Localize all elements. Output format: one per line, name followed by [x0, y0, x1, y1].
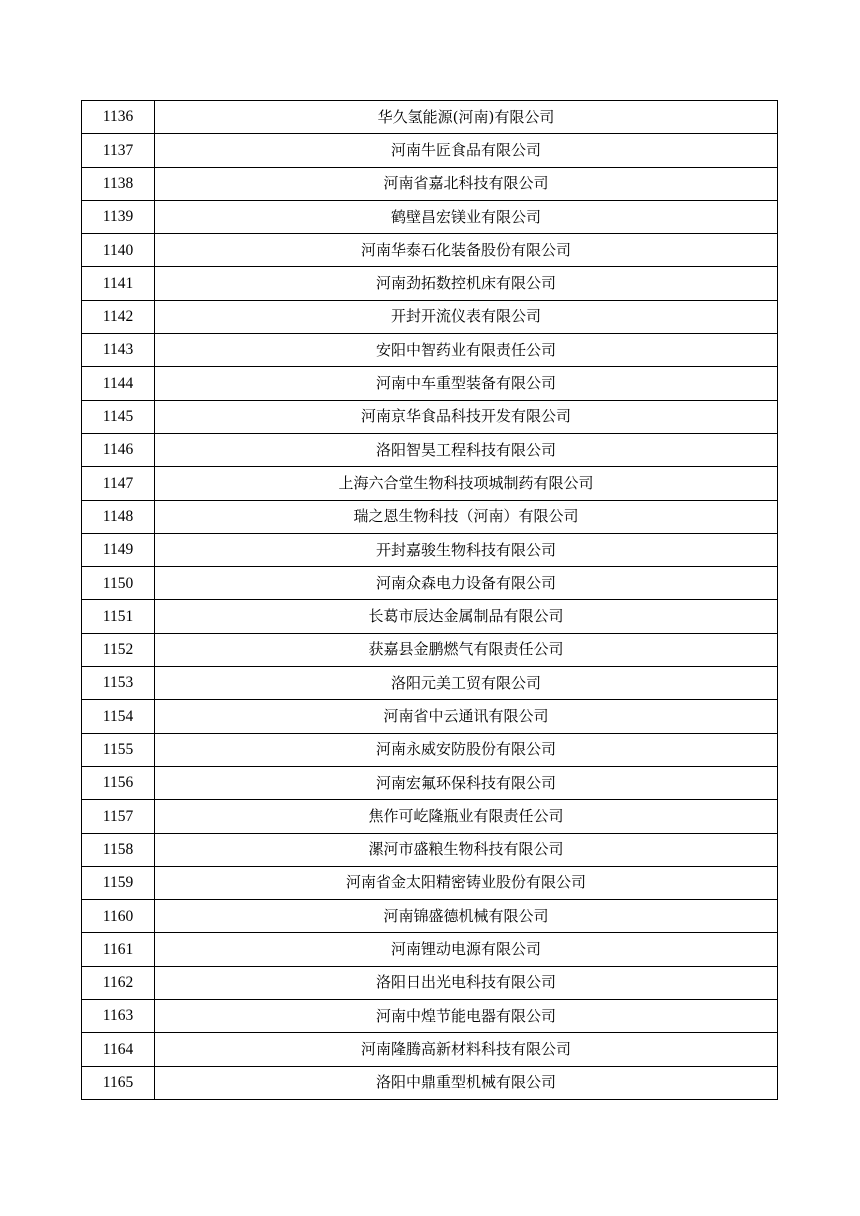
company-list-body	[82, 101, 778, 1100]
row-number: 1158	[82, 833, 155, 866]
company-name: 焦作可屹隆瓶业有限责任公司	[155, 800, 778, 833]
table-row	[82, 334, 778, 367]
table-row	[82, 134, 778, 167]
table-row	[82, 367, 778, 400]
table-row	[82, 633, 778, 666]
company-name: 河南宏氟环保科技有限公司	[155, 766, 778, 799]
company-name: 上海六合堂生物科技项城制药有限公司	[155, 467, 778, 500]
row-number: 1163	[82, 1000, 155, 1033]
row-number: 1136	[82, 101, 155, 134]
table-row	[82, 766, 778, 799]
company-name: 洛阳元美工贸有限公司	[155, 667, 778, 700]
table-row	[82, 966, 778, 999]
company-name: 河南华泰石化装备股份有限公司	[155, 234, 778, 267]
table-row	[82, 600, 778, 633]
row-number: 1160	[82, 900, 155, 933]
company-name: 获嘉县金鹏燃气有限责任公司	[155, 633, 778, 666]
row-number: 1150	[82, 567, 155, 600]
company-name: 河南省中云通讯有限公司	[155, 700, 778, 733]
table-row	[82, 267, 778, 300]
table-row	[82, 433, 778, 466]
company-name: 河南省嘉北科技有限公司	[155, 167, 778, 200]
row-number: 1147	[82, 467, 155, 500]
company-name: 洛阳中鼎重型机械有限公司	[155, 1066, 778, 1099]
table-row	[82, 500, 778, 533]
row-number: 1149	[82, 533, 155, 566]
row-number: 1144	[82, 367, 155, 400]
row-number: 1140	[82, 234, 155, 267]
row-number: 1153	[82, 667, 155, 700]
table-row	[82, 234, 778, 267]
row-number: 1151	[82, 600, 155, 633]
row-number: 1154	[82, 700, 155, 733]
row-number: 1161	[82, 933, 155, 966]
row-number: 1146	[82, 433, 155, 466]
table-row	[82, 667, 778, 700]
company-name: 华久氢能源(河南)有限公司	[155, 101, 778, 134]
table-row	[82, 400, 778, 433]
row-number: 1139	[82, 200, 155, 233]
table-row	[82, 533, 778, 566]
company-list-table	[81, 100, 778, 1100]
row-number: 1164	[82, 1033, 155, 1066]
company-name: 开封嘉骏生物科技有限公司	[155, 533, 778, 566]
row-number: 1165	[82, 1066, 155, 1099]
row-number: 1145	[82, 400, 155, 433]
table-row	[82, 300, 778, 333]
table-row	[82, 101, 778, 134]
company-name: 河南京华食品科技开发有限公司	[155, 400, 778, 433]
row-number: 1162	[82, 966, 155, 999]
company-name: 瑞之恩生物科技（河南）有限公司	[155, 500, 778, 533]
company-name: 河南中煌节能电器有限公司	[155, 1000, 778, 1033]
row-number: 1159	[82, 866, 155, 899]
table-row	[82, 467, 778, 500]
table-row	[82, 866, 778, 899]
table-row	[82, 933, 778, 966]
company-name: 开封开流仪表有限公司	[155, 300, 778, 333]
table-row	[82, 567, 778, 600]
row-number: 1142	[82, 300, 155, 333]
row-number: 1156	[82, 766, 155, 799]
table-row	[82, 200, 778, 233]
company-name: 河南牛匠食品有限公司	[155, 134, 778, 167]
company-name: 河南众森电力设备有限公司	[155, 567, 778, 600]
table-row	[82, 900, 778, 933]
company-name: 洛阳智昊工程科技有限公司	[155, 433, 778, 466]
company-name: 河南锂动电源有限公司	[155, 933, 778, 966]
row-number: 1157	[82, 800, 155, 833]
company-name: 河南锦盛德机械有限公司	[155, 900, 778, 933]
row-number: 1155	[82, 733, 155, 766]
row-number: 1152	[82, 633, 155, 666]
company-name: 河南隆腾高新材料科技有限公司	[155, 1033, 778, 1066]
table-row	[82, 1000, 778, 1033]
row-number: 1141	[82, 267, 155, 300]
table-row	[82, 1033, 778, 1066]
table-row	[82, 1066, 778, 1099]
row-number: 1143	[82, 334, 155, 367]
company-name: 漯河市盛粮生物科技有限公司	[155, 833, 778, 866]
table-row	[82, 833, 778, 866]
row-number: 1137	[82, 134, 155, 167]
table-row	[82, 733, 778, 766]
company-name: 洛阳日出光电科技有限公司	[155, 966, 778, 999]
row-number: 1148	[82, 500, 155, 533]
company-name: 河南中车重型装备有限公司	[155, 367, 778, 400]
company-name: 长葛市辰达金属制品有限公司	[155, 600, 778, 633]
company-name: 安阳中智药业有限责任公司	[155, 334, 778, 367]
company-name: 鹤壁昌宏镁业有限公司	[155, 200, 778, 233]
company-name: 河南劲拓数控机床有限公司	[155, 267, 778, 300]
company-name: 河南永威安防股份有限公司	[155, 733, 778, 766]
company-name: 河南省金太阳精密铸业股份有限公司	[155, 866, 778, 899]
table-row	[82, 700, 778, 733]
table-row	[82, 800, 778, 833]
row-number: 1138	[82, 167, 155, 200]
table-row	[82, 167, 778, 200]
